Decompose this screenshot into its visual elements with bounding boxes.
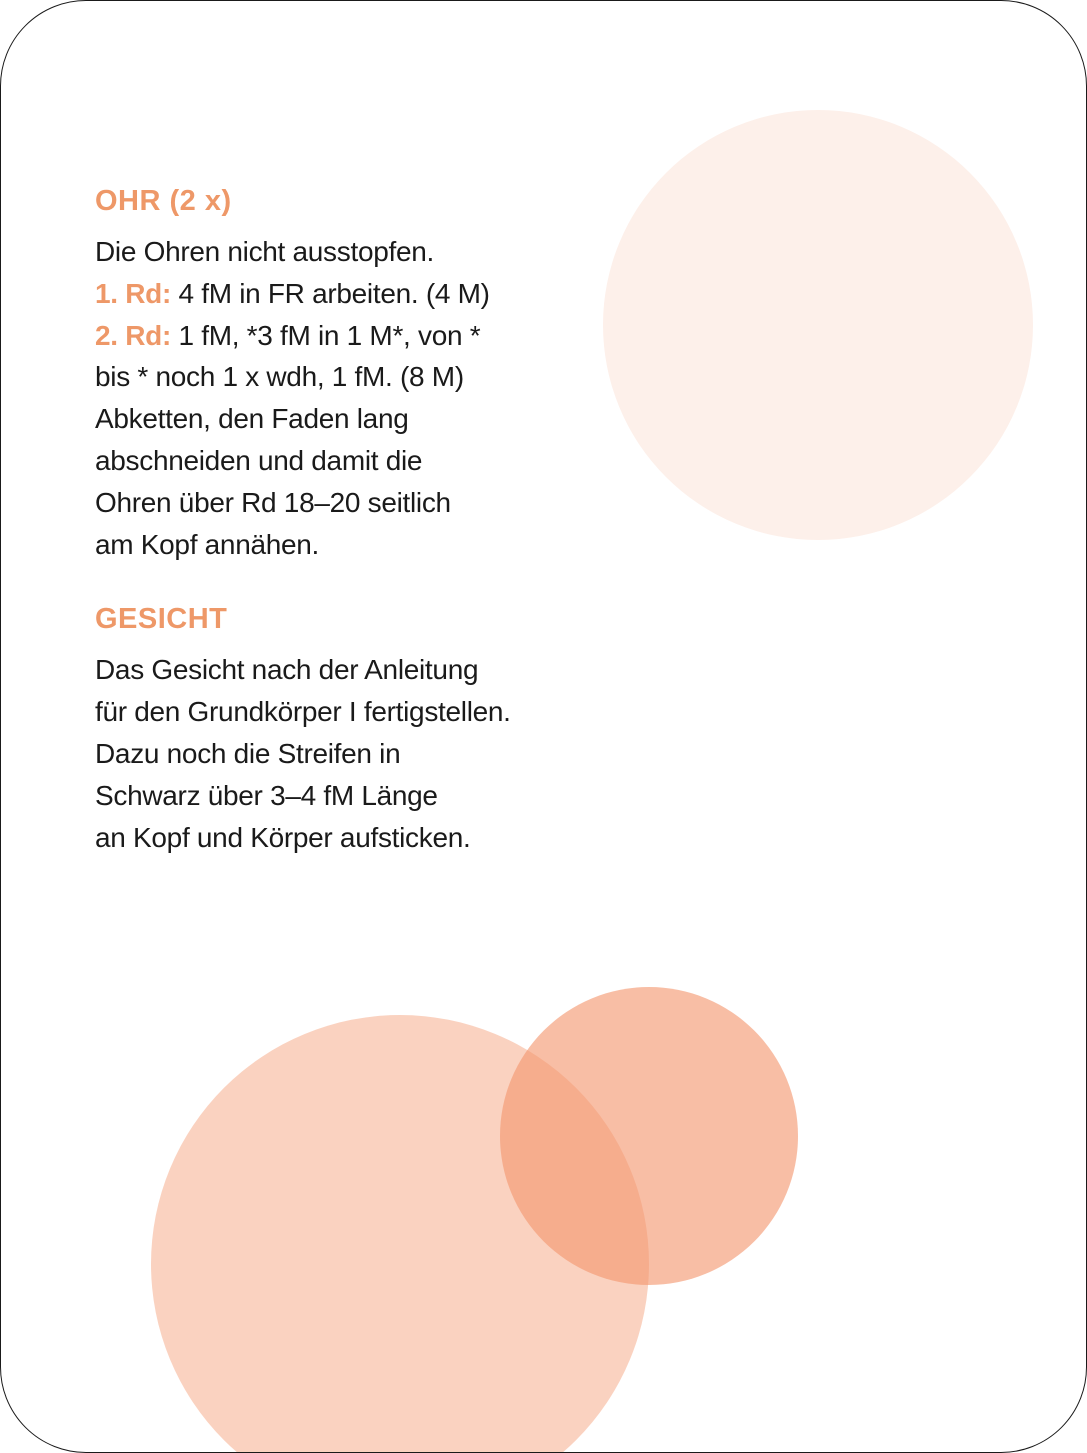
face-line-3: Dazu noch die Streifen in — [95, 737, 401, 769]
section-face — [95, 597, 565, 858]
ear-line-7: Ohren über Rd 18–20 seitlich — [95, 486, 451, 518]
face-line-5: an Kopf und Körper aufsticken. — [95, 821, 471, 853]
decorative-circle-top — [603, 110, 1033, 540]
round-2-label: 2. Rd: — [95, 319, 171, 351]
decorative-circle-bottom-small — [500, 987, 798, 1285]
ear-line-5: Abketten, den Faden lang — [95, 403, 409, 435]
card-content — [95, 179, 565, 858]
face-line-4: Schwarz über 3–4 fM Länge — [95, 779, 438, 811]
section-ear — [95, 179, 565, 565]
ear-line-8: am Kopf annähen. — [95, 528, 320, 560]
ear-round-1 — [95, 273, 565, 315]
ear-line-4: bis * noch 1 x wdh, 1 fM. (8 M) — [95, 361, 464, 393]
ear-intro-line: Die Ohren nicht ausstopfen. — [95, 236, 434, 267]
ear-round-2 — [95, 315, 565, 357]
round-1-text: 4 fM in FR arbeiten. (4 M) — [170, 277, 490, 309]
round-1-label: 1. Rd: — [95, 277, 171, 309]
round-2-text: 1 fM, *3 fM in 1 M*, von * — [170, 319, 481, 351]
section-heading-face: GESICHT — [95, 603, 228, 636]
section-heading-ear: OHR (2 x) — [95, 185, 232, 217]
face-line-1: Das Gesicht nach der Anleitung — [95, 654, 479, 686]
face-line-2: für den Grundkörper I fertigstellen. — [95, 696, 511, 728]
ear-line-6: abschneiden und damit die — [95, 444, 423, 476]
